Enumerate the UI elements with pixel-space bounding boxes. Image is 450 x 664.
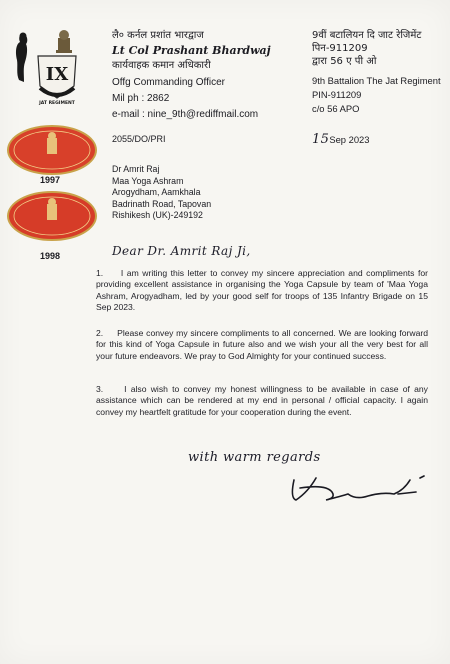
paragraph-1: [96, 268, 428, 314]
recipient-line: Rishikesh (UK)-249192: [112, 210, 203, 220]
officer-name: Lt Col Prashant Bhardwaj: [112, 44, 271, 57]
paragraph-text: Please convey my sincere compliments to all concerned. We are looking forward for this kind of Yoga Capsule in future also and we wish your all the very best for all your future endeavors. We pray to God Almighty for your continued success.: [96, 328, 428, 361]
recipient-line: Maa Yoga Ashram: [112, 175, 184, 186]
recipient-line: Badrinath Road, Tapovan: [112, 198, 212, 209]
recipient-address: [112, 164, 211, 222]
officer-name-hindi: लै० कर्नल प्रशांत भारद्वाज: [112, 30, 204, 41]
regiment-crest-icon: [10, 26, 88, 106]
seal-icon: [6, 190, 98, 246]
signature-icon: [286, 470, 436, 510]
recipient-line: Arogydham, Aamkhala: [112, 187, 201, 197]
unit-name: 9th Battalion The Jat Regiment: [312, 75, 441, 86]
paragraph-number: 1.: [96, 268, 104, 278]
letter-date: [312, 130, 370, 148]
paragraph-number: 3.: [96, 384, 104, 394]
seal-year-2: 1998: [40, 251, 61, 261]
paragraph-2: [96, 328, 428, 362]
pin-hindi: पिन-911209: [312, 43, 368, 54]
date-day: 15: [312, 132, 330, 147]
email: e-mail : nine_9th@rediffmail.com: [112, 109, 259, 120]
crest-caption: JAT REGIMENT: [39, 101, 75, 106]
unit-hindi: 9वीं बटालियन दि जाट रेजिमेंट: [312, 30, 422, 41]
seal-icon: [6, 124, 98, 180]
unit-apo: c/o 56 APO: [312, 103, 360, 114]
recipient-line: Dr Amrit Raj: [112, 164, 160, 174]
reference-number: 2055/DO/PRI: [112, 134, 166, 144]
apo-hindi: द्वारा 56 ए पी ओ: [312, 56, 377, 67]
mil-phone: Mil ph : 2862: [112, 93, 170, 104]
paragraph-text: I also wish to convey my honest willingness to be available in case of any assistance which can be rendered at my end in personal / official capacity. I again convey my heartfelt gratitude for your cooperation during the event.: [96, 384, 428, 417]
closing: with warm regards: [188, 450, 321, 465]
paragraph-text: I am writing this letter to convey my sincere appreciation and compliments for providing excellent assistance in organising the Yoga Capsule by team of 'Maa Yoga Ashram, Arogyadham, led by your good self for troops of 135 Infantry Brigade on 15 Sep 2023.: [96, 268, 428, 313]
paragraph-3: [96, 384, 428, 418]
date-month-year: Sep 2023: [329, 134, 370, 145]
salutation: Dear Dr. Amrit Raj Ji,: [112, 244, 251, 258]
crest-numeral: IX: [45, 64, 69, 85]
seal-year-1: 1997: [40, 175, 61, 185]
officer-title: Offg Commanding Officer: [112, 77, 226, 88]
paragraph-number: 2.: [96, 328, 104, 338]
unit-pin: PIN-911209: [312, 89, 362, 100]
officer-title-hindi: कार्यवाहक कमान अधिकारी: [112, 60, 211, 71]
